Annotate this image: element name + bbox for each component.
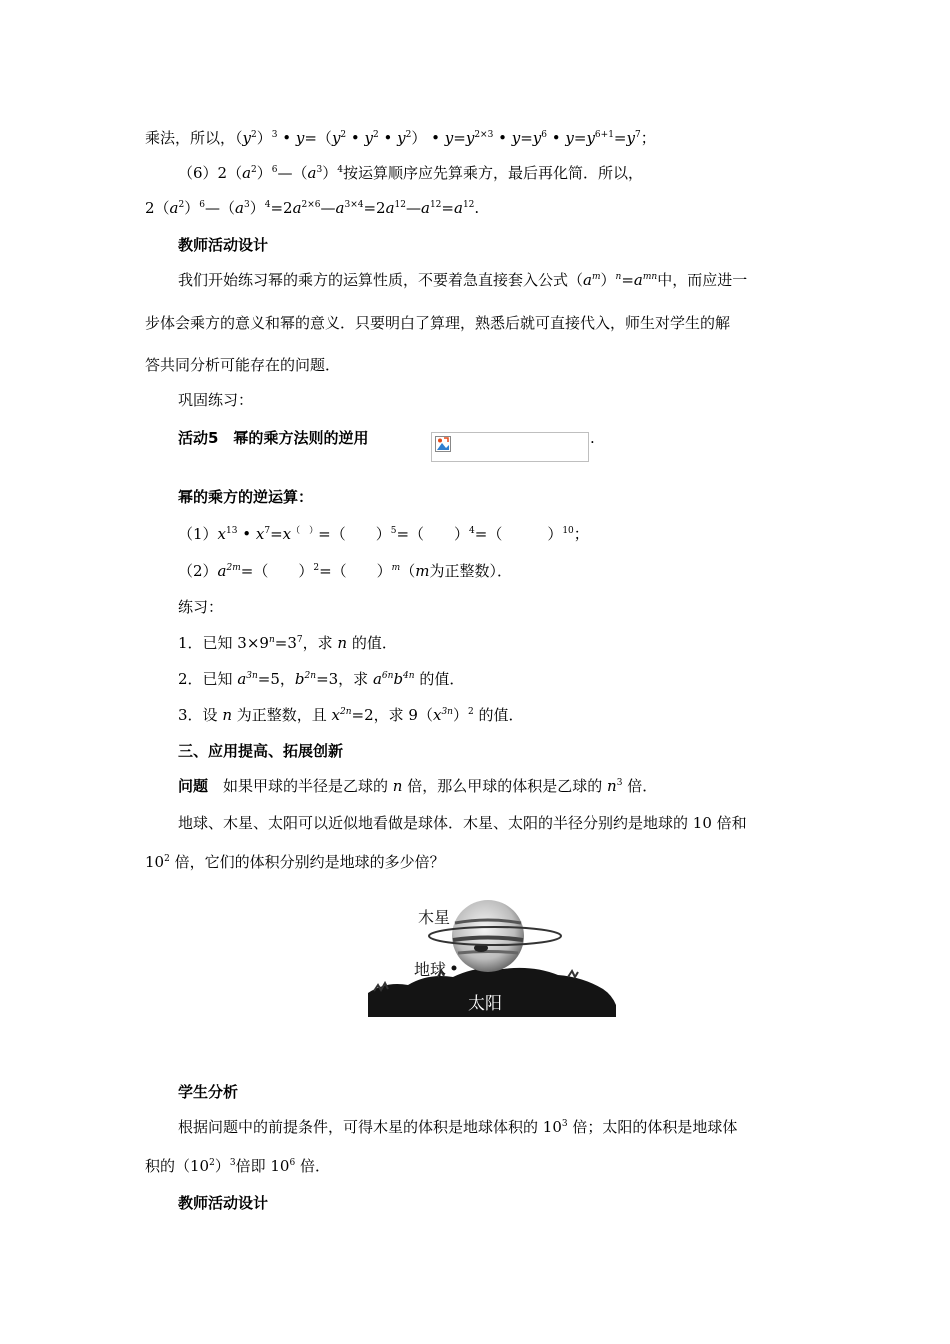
t: ） [249, 199, 265, 217]
t: 2n [304, 671, 317, 681]
t: =3，求 [316, 670, 373, 688]
t: a [242, 164, 252, 182]
t: =2 [363, 199, 386, 217]
heading-activity-5: 活动5 幂的乘方法则的逆用 [178, 429, 369, 447]
t: =（ ） [319, 562, 392, 580]
t: y [465, 129, 475, 147]
consolidation-label: 巩固练习： [178, 391, 254, 409]
t: a [169, 199, 179, 217]
t: n [615, 272, 622, 282]
t: ） [256, 164, 272, 182]
t: ） [452, 706, 468, 724]
t: 2 [405, 130, 412, 140]
t: 2 [373, 130, 379, 140]
t: 4 [469, 526, 475, 536]
t: m [391, 563, 401, 573]
t: = [613, 129, 627, 147]
sun-label: 太阳 [468, 994, 502, 1014]
t: a [633, 271, 643, 289]
t: 倍；太阳的体积是地球体 [567, 1118, 738, 1136]
t: y [532, 129, 542, 147]
t: 根据问题中的前提条件，可得木星的体积是地球体积的 10 [178, 1118, 562, 1136]
t: y [511, 129, 521, 147]
t: 10 [562, 526, 574, 536]
t: a [421, 199, 430, 217]
question-3 [178, 705, 524, 725]
t: 的值． [414, 670, 465, 688]
t: 2n [340, 707, 352, 717]
t: 3n [246, 671, 258, 681]
paragraph-planets-line-1: 地球、木星、太阳可以近似地看做是球体．木星、太阳的半径分别约是地球的 10 倍和 [178, 814, 747, 832]
t: 2 [178, 200, 185, 210]
exercise-2 [178, 561, 512, 581]
t: 2 [251, 165, 257, 175]
heading-teacher-activity-2: 教师活动设计 [178, 1194, 269, 1212]
t: =（ ） [318, 525, 391, 543]
t: • [546, 129, 566, 147]
t: n [607, 777, 617, 795]
t: m [591, 272, 601, 282]
t: =3 [274, 634, 297, 652]
t: ） [184, 199, 200, 217]
problem-statement [178, 776, 657, 796]
t: 积的（10 [145, 1157, 210, 1175]
t: 6+1 [594, 130, 614, 140]
exercise-1 [178, 524, 589, 544]
t: y [397, 129, 406, 147]
question-1 [178, 633, 397, 653]
problem-label: 问题 [178, 777, 209, 795]
t: a [335, 199, 345, 217]
t: 6 [541, 130, 547, 140]
text-line-3 [145, 198, 479, 218]
t: 2 [467, 707, 474, 717]
t: n [392, 777, 403, 795]
paragraph-1-line-1 [178, 270, 747, 290]
t: a [237, 670, 247, 688]
t: ） [600, 271, 616, 289]
t: a [583, 271, 592, 289]
t: m [415, 562, 430, 580]
t: = [453, 129, 466, 147]
t: a [385, 199, 395, 217]
t: y [565, 129, 574, 147]
t: 倍，那么甲球的体积是乙球的 [402, 777, 608, 795]
t: x [217, 525, 227, 543]
t: y [444, 129, 454, 147]
planet-illustration [368, 895, 616, 1017]
heading-teacher-activity: 教师活动设计 [178, 236, 269, 254]
t: 3．设 [178, 706, 223, 724]
t: 2×3 [474, 130, 494, 140]
t: = [621, 271, 634, 289]
image-placeholder [431, 432, 589, 462]
t: =（ ） [474, 525, 563, 543]
t: n [222, 706, 232, 724]
t: 7 [264, 526, 271, 536]
t: n [268, 635, 275, 645]
question-2 [178, 669, 464, 689]
t: 13 [226, 526, 238, 536]
text-line-2 [178, 163, 643, 183]
t: 2m [226, 563, 241, 573]
t: 6 [289, 1158, 296, 1168]
t: y [364, 129, 374, 147]
t: 为正整数，且 [231, 706, 332, 724]
t: ，求 [302, 634, 338, 652]
t: 的值． [473, 706, 524, 724]
t: • [346, 129, 365, 147]
t: • [378, 129, 398, 147]
t: y [331, 129, 341, 147]
paragraph-planets-line-2 [145, 852, 445, 872]
t: ） [256, 129, 272, 147]
t: • [277, 129, 296, 147]
t: ） [322, 164, 338, 182]
t: 6n [381, 671, 394, 681]
t: 6 [199, 200, 205, 210]
t: = [270, 525, 283, 543]
t: • [237, 525, 256, 543]
t: =（ [304, 129, 332, 147]
t: — [406, 199, 421, 217]
earth-label: 地球 [414, 960, 447, 979]
t: y [626, 129, 635, 147]
analysis-line-2 [145, 1156, 330, 1176]
t: （1） [178, 525, 218, 543]
t: a [217, 562, 227, 580]
t: 如果甲球的半径是乙球的 [208, 777, 393, 795]
t: 2 [313, 563, 320, 573]
t: b [393, 670, 404, 688]
analysis-line-1 [178, 1117, 737, 1137]
t: 5 [390, 526, 397, 536]
t: ） • [411, 129, 445, 147]
t: = [520, 129, 533, 147]
t: 2 [164, 854, 170, 864]
t: mn [642, 272, 658, 282]
t: = [573, 129, 587, 147]
t: 倍． [622, 777, 658, 795]
t: 倍． [295, 1157, 330, 1175]
t: a [235, 199, 244, 217]
t: 2×6 [301, 200, 321, 210]
t: 为正整数）． [429, 562, 512, 580]
t: =2 [270, 199, 293, 217]
heading-section-3: 三、应用提高、拓展创新 [178, 742, 344, 760]
t: 2．已知 [178, 670, 238, 688]
broken-image-icon [435, 436, 451, 452]
heading-inverse-operation: 幂的乘方的逆运算： [178, 488, 314, 506]
t: 2 [251, 130, 257, 140]
t: 3 [616, 778, 623, 788]
t: 倍，它们的体积分别约是地球的多少倍？ [169, 853, 445, 871]
earth-dot [452, 966, 457, 971]
t: 我们开始练习幂的乘方的运算性质，不要着急直接套入公式（ [178, 271, 584, 289]
t: 3 [243, 200, 250, 210]
jupiter-band [458, 952, 518, 954]
t: a [307, 164, 317, 182]
t: （ ） [291, 526, 319, 536]
t: a [453, 199, 463, 217]
t: x [432, 706, 442, 724]
t: x [255, 525, 265, 543]
t: x [331, 706, 340, 724]
t: 6 [271, 165, 278, 175]
t: 1．已知 3×9 [178, 634, 269, 652]
jupiter-label: 木星 [418, 908, 451, 927]
heading-student-analysis: 学生分析 [178, 1083, 239, 1101]
t: =（ ） [396, 525, 470, 543]
t: 2（ [145, 199, 170, 217]
t: 的值． [347, 634, 397, 652]
t: 中，而应进一 [657, 271, 748, 289]
t: x [282, 525, 292, 543]
paragraph-1-line-2: 步体会乘方的意义和幂的意义．只要明白了算理，熟悉后就可直接代入，师生对学生的解 [145, 314, 731, 332]
t: 3 [316, 165, 323, 175]
t: 3 [229, 1158, 236, 1168]
t: = [441, 199, 454, 217]
trailing-dot: . [590, 429, 595, 447]
t: 2 [209, 1158, 215, 1168]
t: =5， [257, 670, 295, 688]
t: （ [400, 562, 416, 580]
practice-label: 练习： [178, 598, 224, 616]
t: n [337, 634, 348, 652]
t: 2 [340, 130, 347, 140]
t: 12 [394, 200, 406, 210]
t: 3n [441, 707, 453, 717]
t: a [372, 670, 382, 688]
t: 4 [264, 200, 271, 210]
t: . [474, 199, 480, 217]
t: 3×4 [344, 200, 364, 210]
t: =2，求 9（ [351, 706, 433, 724]
t: y [295, 129, 305, 147]
t: —（ [277, 164, 308, 182]
t: 12 [462, 200, 475, 210]
t: =（ ） [240, 562, 314, 580]
t: （6）2（ [178, 164, 243, 182]
t: 乘法，所以，（ [145, 129, 243, 147]
planet-figure [368, 895, 616, 1017]
t: （2） [178, 562, 218, 580]
t: — [320, 199, 336, 217]
t: 10 [145, 853, 165, 871]
t: 3 [271, 130, 278, 140]
t: y [586, 129, 595, 147]
t: ； [573, 525, 589, 543]
t: 7 [634, 130, 641, 140]
t: 3 [561, 1119, 568, 1129]
t: y [242, 129, 251, 147]
t: 12 [429, 200, 442, 210]
t: ） [214, 1157, 230, 1175]
t: ； [640, 129, 656, 147]
t: 倍即 10 [235, 1157, 290, 1175]
t: 4n [403, 671, 415, 681]
paragraph-1-line-3: 答共同分析可能存在的问题． [145, 356, 341, 374]
t: 按运算顺序应先算乘方，最后再化简．所以， [342, 164, 643, 182]
t: 7 [296, 635, 303, 645]
t: —（ [204, 199, 235, 217]
t: • [493, 129, 512, 147]
t: b [294, 670, 305, 688]
t: a [292, 199, 302, 217]
text-line-1 [145, 128, 656, 148]
t: 4 [337, 165, 343, 175]
